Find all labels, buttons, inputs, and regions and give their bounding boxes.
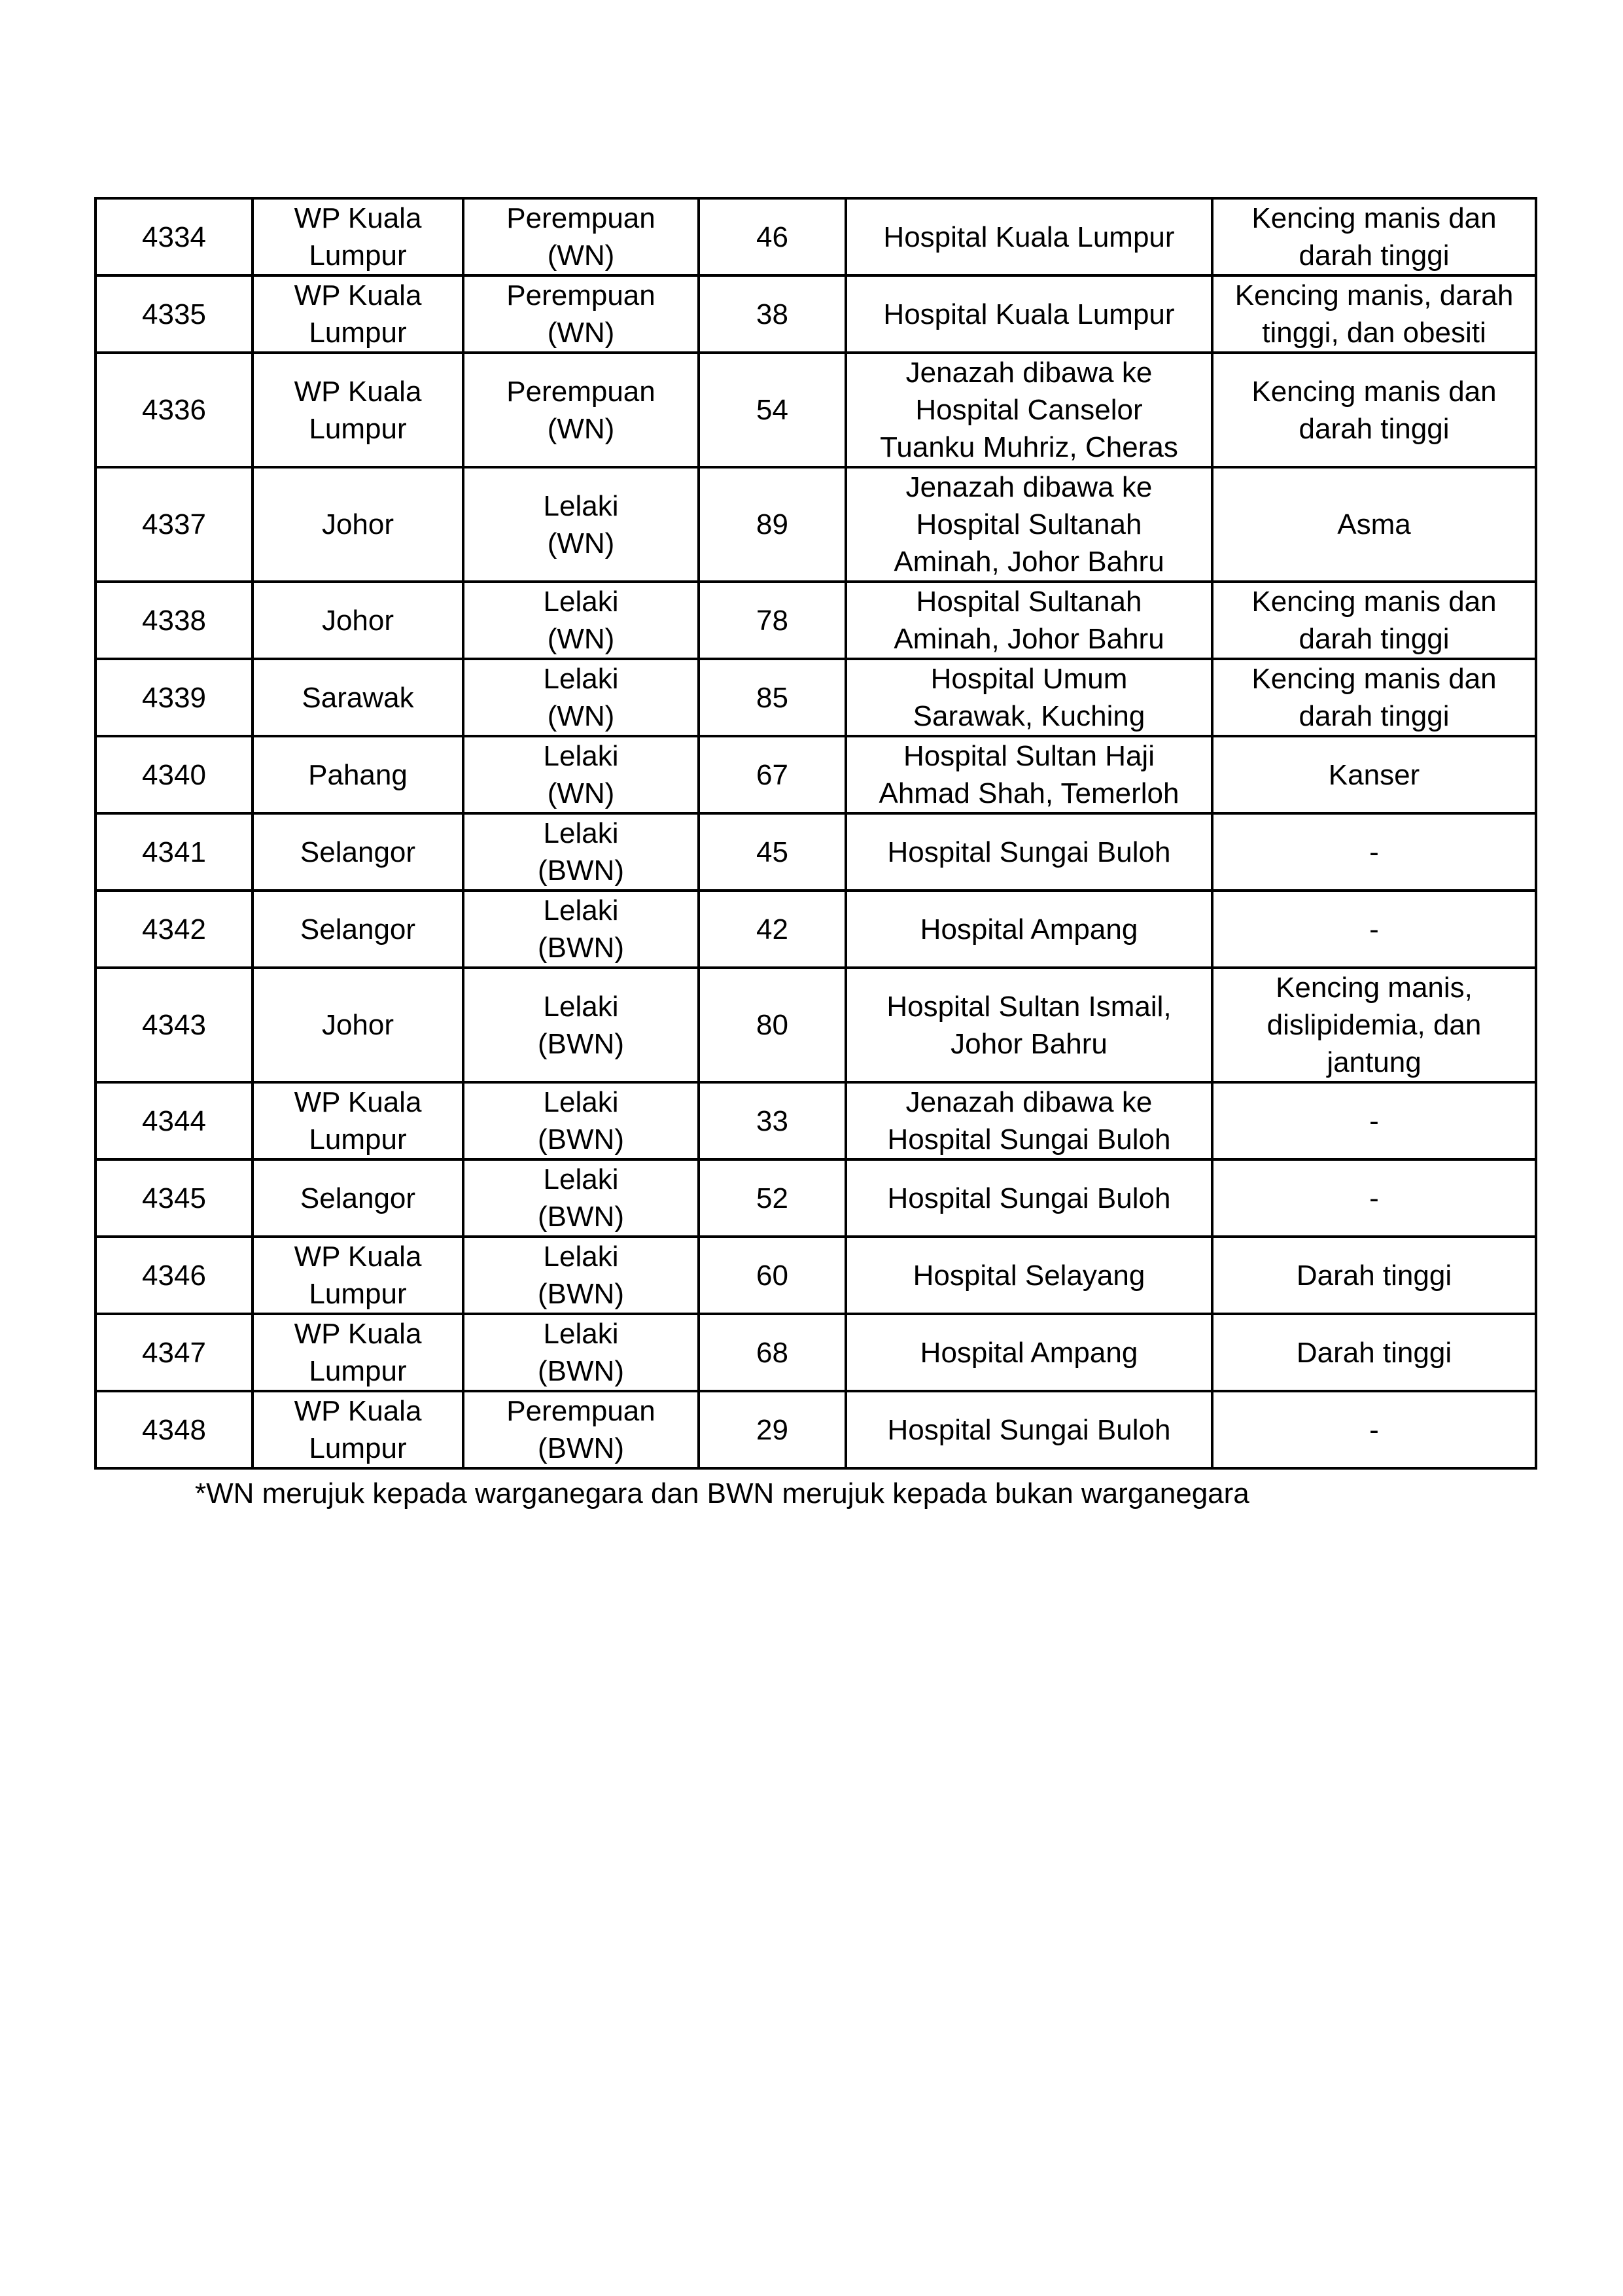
facility-cell: Hospital Ampang <box>846 1314 1212 1391</box>
age-cell: 68 <box>699 1314 846 1391</box>
table-row <box>96 353 1536 467</box>
comorbidity-cell: Kencing manis, dislipidemia, dan jantung <box>1212 968 1536 1082</box>
table-row <box>96 1391 1536 1468</box>
gender-nationality-cell: Lelaki (WN) <box>463 582 699 659</box>
facility-cell: Hospital Sultan Haji Ahmad Shah, Temerloh <box>846 736 1212 813</box>
facility-cell: Hospital Umum Sarawak, Kuching <box>846 659 1212 736</box>
table-row <box>96 659 1536 736</box>
comorbidity-cell: Kencing manis dan darah tinggi <box>1212 582 1536 659</box>
state-cell: WP Kuala Lumpur <box>253 1082 463 1159</box>
comorbidity-cell: - <box>1212 1391 1536 1468</box>
facility-cell: Hospital Ampang <box>846 891 1212 968</box>
case-number-cell: 4339 <box>96 659 253 736</box>
table-row <box>96 582 1536 659</box>
age-cell: 89 <box>699 467 846 582</box>
age-cell: 42 <box>699 891 846 968</box>
age-cell: 67 <box>699 736 846 813</box>
table-row <box>96 275 1536 353</box>
gender-nationality-cell: Lelaki (BWN) <box>463 1159 699 1237</box>
table-row <box>96 198 1536 275</box>
state-cell: WP Kuala Lumpur <box>253 1391 463 1468</box>
state-cell: Pahang <box>253 736 463 813</box>
age-cell: 52 <box>699 1159 846 1237</box>
table-row <box>96 1159 1536 1237</box>
age-cell: 45 <box>699 813 846 891</box>
comorbidity-cell: - <box>1212 813 1536 891</box>
facility-cell: Hospital Sungai Buloh <box>846 1391 1212 1468</box>
state-cell: Selangor <box>253 1159 463 1237</box>
gender-nationality-cell: Lelaki (WN) <box>463 467 699 582</box>
gender-nationality-cell: Perempuan (WN) <box>463 275 699 353</box>
age-cell: 78 <box>699 582 846 659</box>
comorbidity-cell: - <box>1212 1082 1536 1159</box>
table-body <box>96 198 1536 1468</box>
gender-nationality-cell: Lelaki (BWN) <box>463 1237 699 1314</box>
facility-cell: Hospital Selayang <box>846 1237 1212 1314</box>
case-number-cell: 4340 <box>96 736 253 813</box>
facility-cell: Hospital Sungai Buloh <box>846 813 1212 891</box>
facility-cell: Hospital Sultanah Aminah, Johor Bahru <box>846 582 1212 659</box>
table-row <box>96 1314 1536 1391</box>
case-number-cell: 4346 <box>96 1237 253 1314</box>
case-number-cell: 4335 <box>96 275 253 353</box>
table-row <box>96 736 1536 813</box>
table-row <box>96 968 1536 1082</box>
facility-cell: Jenazah dibawa ke Hospital Sungai Buloh <box>846 1082 1212 1159</box>
state-cell: Johor <box>253 968 463 1082</box>
comorbidity-cell: Darah tinggi <box>1212 1237 1536 1314</box>
age-cell: 54 <box>699 353 846 467</box>
footnote: *WN merujuk kepada warganegara dan BWN merujuk kepada bukan warganegara <box>195 1477 1249 1510</box>
state-cell: Selangor <box>253 813 463 891</box>
age-cell: 60 <box>699 1237 846 1314</box>
table-row <box>96 1082 1536 1159</box>
comorbidity-cell: Kencing manis dan darah tinggi <box>1212 198 1536 275</box>
gender-nationality-cell: Lelaki (WN) <box>463 659 699 736</box>
table-row <box>96 813 1536 891</box>
case-number-cell: 4344 <box>96 1082 253 1159</box>
case-number-cell: 4337 <box>96 467 253 582</box>
facility-cell: Hospital Sultan Ismail, Johor Bahru <box>846 968 1212 1082</box>
comorbidity-cell: Kencing manis dan darah tinggi <box>1212 353 1536 467</box>
comorbidity-cell: Asma <box>1212 467 1536 582</box>
case-number-cell: 4336 <box>96 353 253 467</box>
facility-cell: Hospital Kuala Lumpur <box>846 198 1212 275</box>
state-cell: WP Kuala Lumpur <box>253 1314 463 1391</box>
case-number-cell: 4347 <box>96 1314 253 1391</box>
state-cell: WP Kuala Lumpur <box>253 1237 463 1314</box>
age-cell: 33 <box>699 1082 846 1159</box>
table-row <box>96 891 1536 968</box>
age-cell: 80 <box>699 968 846 1082</box>
state-cell: Sarawak <box>253 659 463 736</box>
facility-cell: Hospital Kuala Lumpur <box>846 275 1212 353</box>
state-cell: Johor <box>253 467 463 582</box>
gender-nationality-cell: Perempuan (WN) <box>463 353 699 467</box>
gender-nationality-cell: Perempuan (WN) <box>463 198 699 275</box>
case-number-cell: 4343 <box>96 968 253 1082</box>
comorbidity-cell: Darah tinggi <box>1212 1314 1536 1391</box>
case-number-cell: 4345 <box>96 1159 253 1237</box>
state-cell: WP Kuala Lumpur <box>253 275 463 353</box>
gender-nationality-cell: Lelaki (BWN) <box>463 1082 699 1159</box>
case-number-cell: 4342 <box>96 891 253 968</box>
case-number-cell: 4348 <box>96 1391 253 1468</box>
case-number-cell: 4338 <box>96 582 253 659</box>
comorbidity-cell: Kencing manis dan darah tinggi <box>1212 659 1536 736</box>
case-number-cell: 4341 <box>96 813 253 891</box>
comorbidity-cell: Kencing manis, darah tinggi, dan obesiti <box>1212 275 1536 353</box>
facility-cell: Jenazah dibawa ke Hospital Sultanah Aminah, Johor Bahru <box>846 467 1212 582</box>
death-cases-table <box>94 197 1537 1470</box>
comorbidity-cell: - <box>1212 891 1536 968</box>
gender-nationality-cell: Lelaki (BWN) <box>463 1314 699 1391</box>
gender-nationality-cell: Lelaki (BWN) <box>463 813 699 891</box>
state-cell: Selangor <box>253 891 463 968</box>
gender-nationality-cell: Lelaki (BWN) <box>463 968 699 1082</box>
age-cell: 46 <box>699 198 846 275</box>
gender-nationality-cell: Lelaki (BWN) <box>463 891 699 968</box>
state-cell: WP Kuala Lumpur <box>253 353 463 467</box>
age-cell: 38 <box>699 275 846 353</box>
table-row <box>96 1237 1536 1314</box>
case-number-cell: 4334 <box>96 198 253 275</box>
comorbidity-cell: Kanser <box>1212 736 1536 813</box>
comorbidity-cell: - <box>1212 1159 1536 1237</box>
age-cell: 85 <box>699 659 846 736</box>
gender-nationality-cell: Perempuan (BWN) <box>463 1391 699 1468</box>
gender-nationality-cell: Lelaki (WN) <box>463 736 699 813</box>
facility-cell: Jenazah dibawa ke Hospital Canselor Tuanku Muhriz, Cheras <box>846 353 1212 467</box>
state-cell: WP Kuala Lumpur <box>253 198 463 275</box>
state-cell: Johor <box>253 582 463 659</box>
age-cell: 29 <box>699 1391 846 1468</box>
facility-cell: Hospital Sungai Buloh <box>846 1159 1212 1237</box>
table-row <box>96 467 1536 582</box>
